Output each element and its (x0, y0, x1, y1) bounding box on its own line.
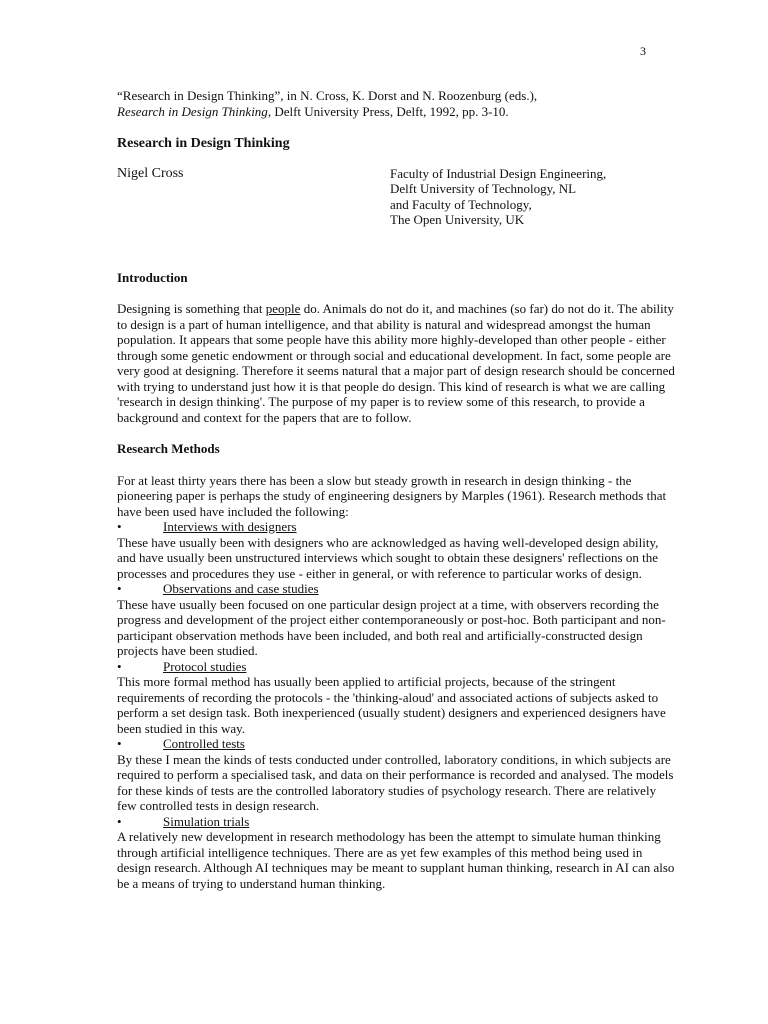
method-item-observations (117, 581, 677, 597)
page-number: 3 (640, 44, 646, 58)
method-item-interviews (117, 519, 677, 535)
document-body (117, 88, 677, 891)
method-label: Interviews with designers (163, 519, 297, 534)
method-description: These have usually been focused on one particular design project at a time, with observers recording the progress and development of the project either contemporaneously or post-hoc. Both participant and non-participant observation methods have been included, and both real and artificially-constructed design projects have been studied. (117, 596, 666, 658)
introduction-paragraph (117, 301, 677, 425)
author-name: Nigel Cross (117, 165, 184, 181)
introduction-heading: Introduction (117, 269, 188, 285)
introduction-text-rest: do. Animals do not do it, and machines (so far) do not do it. The ability to design is a part of human intelligence, and that ability is natural and widespread amongst the human population. It appears that some people have this ability more highly-developed than other people - either through some genetic endowment or through social and educational development. In fact, some people are very good at designing. Therefore it seems natural that a major part of design research should be concerned with trying to understand just how it is that people do design. This kind of research is what we are calling 'research in design thinking'. The purpose of my paper is to review some of this research, to provide a background and context for the papers that are to follow. (117, 301, 675, 425)
method-label: Protocol studies (163, 658, 247, 674)
affiliation-line: Delft University of Technology, NL (390, 181, 577, 196)
research-methods-heading: Research Methods (117, 441, 220, 456)
citation-book-title: Research in Design Thinking (117, 103, 268, 119)
bullet-marker: • (117, 519, 122, 534)
method-item-controlled-tests (117, 736, 677, 752)
paper-title: Research in Design Thinking (117, 136, 290, 151)
method-item-protocol (117, 659, 677, 675)
method-label: Simulation trials (163, 813, 250, 829)
introduction-underlined-word: people (265, 301, 301, 316)
citation-line-2 (117, 104, 677, 120)
author-block (117, 166, 677, 228)
method-description: By these I mean the kinds of tests conducted under controlled, laboratory conditions, in which subjects are required to perform a specialised task, and data on their performance is recorded and analysed. The models for these kinds of tests are the controlled laboratory studies of psychology research. There are relatively few controlled tests in design research. (117, 751, 674, 813)
affiliation-line: The Open University, UK (390, 212, 525, 227)
citation (117, 88, 677, 119)
bullet-marker: • (117, 813, 122, 829)
affiliation-line: and Faculty of Technology, (390, 196, 532, 212)
bullet-marker: • (117, 658, 122, 674)
method-description: This more formal method has usually been applied to artificial projects, because of the stringent requirements of recording the protocols - the 'thinking-aloud' and associated actions of subjects asked to perform a set design task. Both inexperienced (usually student) designers and experienced designers have been studied in this way. (117, 674, 666, 736)
method-label: Observations and case studies (163, 581, 319, 596)
bullet-marker: • (117, 736, 122, 751)
research-methods-intro: For at least thirty years there has been a slow but steady growth in research in design thinking - the pioneering paper is perhaps the study of engineering designers by Marples (1961). Research methods that have been used have included the following: (117, 472, 667, 519)
method-description: These have usually been with designers who are acknowledged as having well-developed design ability, and have usually been unstructured interviews which sought to obtain these designers' reflections on the processes and procedures they use - either in general, or with reference to particular works of design. (117, 534, 659, 581)
citation-line-1: “Research in Design Thinking”, in N. Cross, K. Dorst and N. Roozenburg (eds.), (117, 88, 538, 103)
affiliation (390, 166, 690, 228)
citation-publisher: , Delft University Press, Delft, 1992, pp. 3-10. (267, 103, 509, 119)
method-description: A relatively new development in research methodology has been the attempt to simulate human thinking through artificial intelligence techniques. There are as yet few examples of this method being used in design research. Although AI techniques may be meant to supplant human thinking, research in AI can also be a means of trying to understand human thinking. (117, 829, 675, 891)
method-item-simulation (117, 814, 677, 830)
bullet-marker: • (117, 581, 122, 596)
introduction-text-start: Designing is something that (117, 301, 266, 316)
affiliation-line: Faculty of Industrial Design Engineering, (390, 165, 607, 181)
method-label: Controlled tests (163, 736, 245, 751)
